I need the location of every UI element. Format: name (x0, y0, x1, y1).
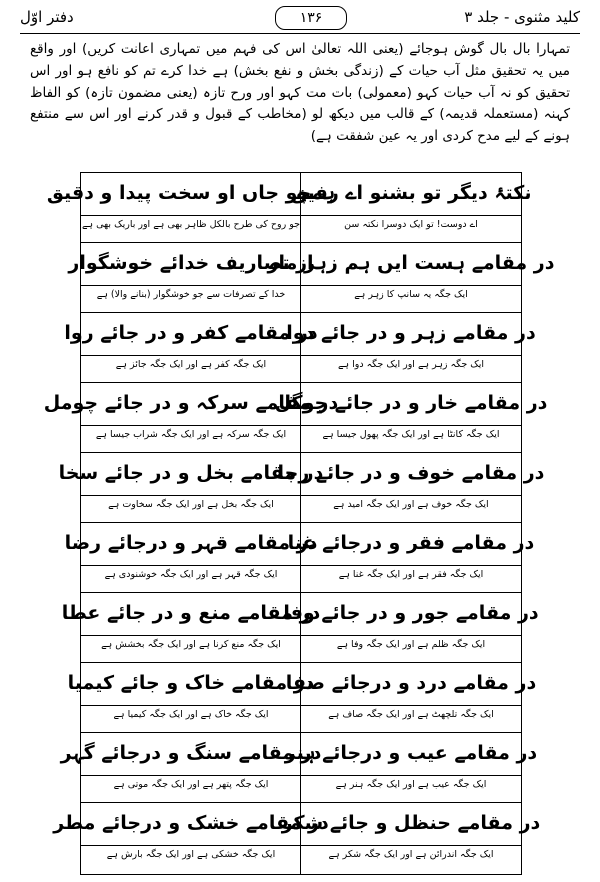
translation-left: ایک جگہ پتھر ہے اور ایک جگہ موتی ہے (113, 778, 269, 790)
page-header (20, 6, 580, 32)
verse-left: در مقامے منع و در جائے عطا (61, 602, 321, 624)
translation-right: ایک جگہ کانٹا ہے اور ایک جگہ پھول جیسا ہے (322, 428, 500, 440)
verse-right: در مقامے فقر و درجائے غنا (287, 532, 535, 554)
verse-right: نکتۂ دیگر تو بشنو اے رفیق (290, 182, 532, 204)
translation-right: ایک جگہ تلچھٹ ہے اور ایک جگہ صاف ہے (328, 708, 494, 720)
translation-right: ایک جگہ عیب ہے اور ایک جگہ ہنر ہے (335, 778, 487, 790)
translation-right: ایک جگہ اندرائن ہے اور ایک جگہ شکر ہے (328, 848, 494, 860)
verse-left: در مقامے خشک و درجائے مطر (53, 812, 329, 834)
couplet-row (46, 173, 532, 243)
translation-left: ایک جگہ خشکی ہے اور ایک جگہ بارش ہے (106, 848, 276, 860)
couplet-row (67, 663, 537, 733)
verse-left: ہمچو جاں او سخت پیدا و دقیق (46, 182, 336, 204)
translation-left: ایک جگہ کفر ہے اور ایک جگہ جائز ہے (115, 358, 267, 370)
translation-right: ایک جگہ یہ سانپ کا زہر ہے (354, 288, 468, 300)
verse-left: در مقامے قہر و درجائے رضا (64, 532, 318, 554)
verse-left: در مقامے سنگ و درجائے گہر (60, 742, 322, 764)
translation-left: ایک جگہ سرکہ ہے اور ایک جگہ شراب جیسا ہے (95, 428, 287, 440)
translation-right: ایک جگہ ظلم ہے اور ایک جگہ وفا ہے (336, 638, 486, 650)
translation-left: ایک جگہ بخل ہے اور ایک جگہ سخاوت ہے (108, 498, 274, 510)
translation-left: جو روح کی طرح بالکل ظاہر بھی ہے اور باریک بھی ہے (81, 218, 301, 230)
couplet-row (64, 313, 536, 383)
verse-left: در مقامے کفر و در جائے روا (64, 322, 318, 344)
section-title: دفتر اوّل (20, 8, 74, 26)
verse-right: در مقامے زہر و در جائے دوا (286, 322, 536, 344)
translation-right: ایک جگہ فقر ہے اور ایک جگہ غنا ہے (338, 568, 484, 580)
book-title: کلید مثنوی - جلد ۳ (464, 8, 580, 26)
verse-right: در مقامے حنظل و جائے شکر (281, 812, 541, 834)
verse-right: در مقامے ہست ایں ہم زہر مار (267, 252, 555, 274)
couplet-row (43, 383, 548, 453)
verse-right: در مقامے خوف و در جائے رجا (277, 462, 545, 484)
verse-left: از تصاریف خدائے خوشگوار (68, 252, 314, 274)
couplet-row (53, 803, 541, 873)
couplet-row (64, 523, 535, 593)
couplet-row (68, 243, 555, 313)
translation-left: ایک جگہ قہر ہے اور ایک جگہ خوشنودی ہے (104, 568, 278, 580)
verse-table (43, 172, 555, 875)
verse-right: در مقامے جور و در جائے وفا (283, 602, 539, 624)
verse-right: در مقامے خار و در جائے چوگل (274, 392, 548, 414)
intro-paragraph: تمہارا بال بال گوش ہوجائے (یعنی اللہ تعالیٰ اس کی فہم میں تمہاری اعانت کریں) اور واقع میں یہ تحقیق مثل آب حیات کے (زندگی بخش و نفع بخش) ہے خدا کرے تم کو نافع ہو اور اس تحقیق کو نہ آب حیات کہو (معمولی) بات مت کہو اور ورح تازہ (یعنی مضمون تازہ) کو الفاظ کہنہ (مستعملہ قدیمہ) کے قالب میں دیکھ لو (مخاطب کے قبول و قدر کرنے اور اس سے منتفع ہونے کے لیے مدح کردی اور یہ عین شفقت ہے) (30, 41, 570, 145)
translation-right: ایک جگہ خوف ہے اور ایک جگہ امید ہے (333, 498, 489, 510)
verse-right: در مقامے درد و درجائے صفا (285, 672, 537, 694)
verse-left: در مقامے بخل و در جائے سخا (58, 462, 324, 484)
header-divider (20, 33, 580, 34)
translation-left: خدا کے تصرفات سے جو خوشگوار (بنانے والا) ہے (96, 288, 286, 300)
verse-right: در مقامے عیب و درجائے ہنر (284, 742, 538, 764)
verse-left: در مقامے سرکہ و در جائے چومل (43, 392, 339, 414)
page-number: ۱۳۶ (275, 6, 347, 30)
translation-right: اے دوست! تو ایک دوسرا نکتہ سن (344, 218, 478, 230)
translation-left: ایک جگہ خاک ہے اور ایک جگہ کیمیا ہے (113, 708, 269, 720)
translation-right: ایک جگہ زہر ہے اور ایک جگہ دوا ہے (337, 358, 485, 370)
verse-left: در مقامے خاک و جائے کیمیا (67, 672, 315, 694)
couplet-row (60, 733, 538, 803)
couplet-row (58, 453, 545, 523)
couplet-row (61, 593, 539, 663)
translation-left: ایک جگہ منع کرنا ہے اور ایک جگہ بخشش ہے (101, 638, 281, 650)
